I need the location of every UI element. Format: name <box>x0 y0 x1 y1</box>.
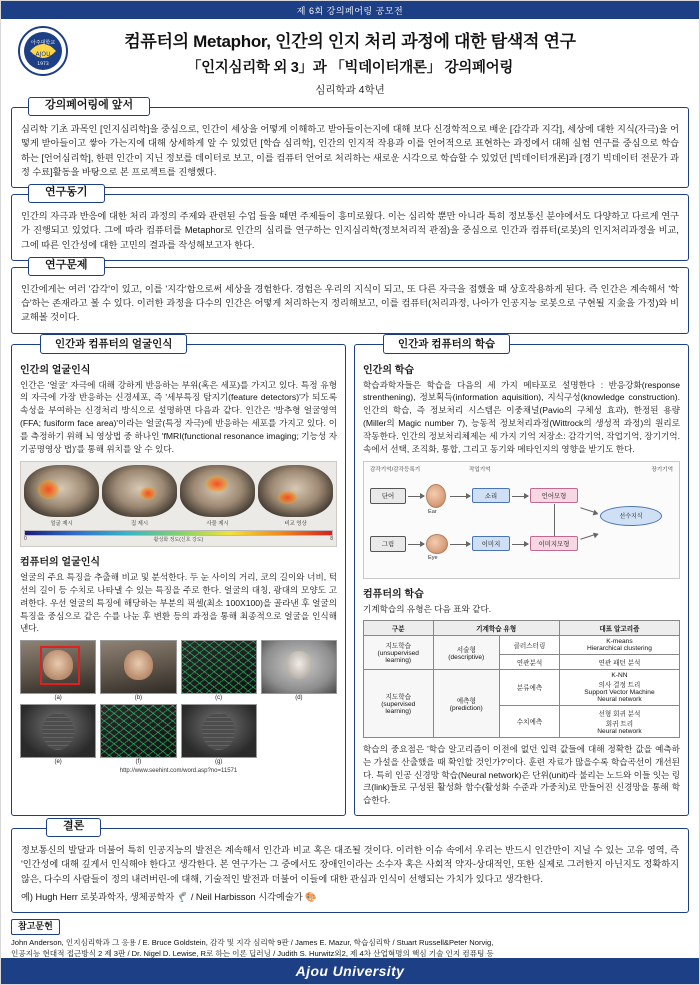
table-cell-subtype: 수치예측 <box>500 705 560 737</box>
section-intro <box>11 99 689 188</box>
fmri-scale-min: 0 <box>24 535 27 542</box>
table-cell-algorithm: 연관 패턴 분석 <box>559 654 679 669</box>
face-figure-cell <box>181 640 257 701</box>
human-face-body: 인간은 '얼굴' 자극에 대해 강하게 반응하는 부위(혹은 세포)를 가지고 있다. 특정 유형의 자극에 가장 반응하는 신경세포, 즉 '세부특징 탐지기(feature detectors)'가 되도록 속성을 부여하는 신경처리 방식으로 설명하면 다음과 같다. 인간은 '방추형 얼굴영역(FFA; fusiform face area)'이라는 얼굴(특정 자극)에 반응하는 세포를 가지고 있다. 이를 측정하기 위해 뇌 영상법 중 하나인 'fMRI(functional resonance imaging; 기능성 자기공명영상 법)'를 통해 위치를 알 수 있다. <box>20 379 337 454</box>
poster-footer <box>1 958 699 984</box>
fmri-figure <box>20 461 337 547</box>
section-question-label: 연구문제 <box>28 257 105 276</box>
fmri-scale-max: 8 <box>330 535 333 542</box>
face-caption: (c) <box>215 695 223 702</box>
table-row <box>364 669 680 705</box>
competition-banner-text: 제 6회 강의페어링 공모전 <box>296 5 404 16</box>
diagram-node-image: 이미지 <box>472 536 510 551</box>
references-line: John Anderson, 인지심리학과 그 응용 / E. Bruce Goldstein, 감각 및 지각 심리학 9판 / James E. Mazur, 학습심리학 / Stuart Russell&Peter Norvig, <box>11 937 494 947</box>
human-learning-body: 학습과학자들은 학습을 다음의 세 가지 메타포로 설명한다 : 반응강화(response strenthening), 정보획득(information aquisition), 지식구성(knowledge construction). 인간의 학습, 즉 정보처리 시스템은 이중채널(Pavio의 구체성 효과), 한정된 용량(Miller의 Magic number 7), 능동적 정보처리과정(Wittrock의 생성적 과정)의 원리로 작동한다. 인간의 정보처리체제는 세 가지 기억 저장소: 감각기억, 작업기억, 장기기억. 속에서 선택, 조직화, 통합, 그리고 동기와 메타인지의 영향을 받기도 한다. <box>363 379 680 454</box>
two-column-area <box>11 337 689 817</box>
brain-scan-image <box>24 465 99 517</box>
diagram-arrow <box>408 544 424 545</box>
diagram-arrow <box>450 496 470 497</box>
computer-face-body: 얼굴의 주요 특징을 추출해 비교 및 분석한다. 두 눈 사이의 거리, 코의 길이와 너비, 턱 선의 길이 등 수치로 나타낼 수 있는 특징을 주로 한다. 얼굴의 대칭, 광대의 모양도 고려한다. 우선 얼굴의 특징에 해당하는 부분의 픽셀(최소 100X100)을 골라낸 후 얼굴의 특징을 중심으로 같은 수를 나눈 후 변환 등의 과정을 통해 최종적으로 얼굴을 인식해낸다. <box>20 571 337 634</box>
diagram-title-working: 작업기억 <box>469 466 491 473</box>
computer-face-heading: 컴퓨터의 얼굴인식 <box>20 556 101 568</box>
fmri-caption: 비교 영상 <box>284 520 307 527</box>
column-face-recognition <box>11 337 346 817</box>
brain-scan-image <box>258 465 333 517</box>
diagram-label-ear: Ear <box>428 508 437 515</box>
references-label: 참고문헌 <box>11 919 60 935</box>
face-caption: (e) <box>54 759 62 766</box>
university-logo-icon <box>17 25 69 77</box>
face-image <box>20 704 96 758</box>
face-image <box>20 640 96 694</box>
face-figure-cell <box>181 704 257 765</box>
face-caption: (f) <box>135 759 142 766</box>
diagram-arrow <box>512 544 528 545</box>
table-col-type: 기계학습 유형 <box>433 620 559 635</box>
human-face-heading: 인간의 얼굴인식 <box>20 364 91 376</box>
table-cell-algorithm: K-means Hierarchical clustering <box>559 635 679 654</box>
diagram-arrow <box>512 496 528 497</box>
machine-learning-table <box>363 620 680 738</box>
table-cell-subtype: 연관분석 <box>500 654 560 669</box>
author-department: 심리학과 4학년 <box>315 84 385 96</box>
ear-icon <box>426 484 446 508</box>
section-motivation-body: 인간의 자극과 반응에 대한 처리 과정의 주제와 관련된 수업 들을 때면 주제들이 흥미로웠다. 이는 심리학 뿐만 아니라 특히 정보통신 분야에서도 다양하고 다르게 연구가 진행되고 있었다. 그에 따라 컴퓨터를 Metaphor로 인간의 심리를 연구하는 인지심리학(정보처리적 관점)을 중심으로 인간과 컴퓨터(로봇)의 인지처리과정을 비교, 그에 따른 인간성에 대한 고민의 결과를 작성해보고자 한다. <box>21 211 679 250</box>
section-intro-label: 강의페어링에 앞서 <box>28 97 150 116</box>
references-block <box>11 919 689 959</box>
diagram-connector <box>554 504 555 536</box>
fmri-captions <box>24 519 333 527</box>
section-conclusion <box>11 820 689 913</box>
face-caption: (d) <box>295 695 303 702</box>
face-image <box>100 704 176 758</box>
diagram-arrow <box>580 533 597 540</box>
table-cell-algorithm: K-NN 의사 결정 트리 Support Vector Machine Neural network <box>559 669 679 705</box>
figure-source-link[interactable]: http://www.seehint.com/word.asp?no=11571 <box>119 768 238 775</box>
table-row <box>364 635 680 654</box>
fmri-colorbar-scale <box>24 536 333 543</box>
face-figure-cell <box>20 640 96 701</box>
table-cell-subtype: 분류예측 <box>500 669 560 705</box>
face-figure-cell <box>100 704 176 765</box>
references-line: 인공지능 현대적 접근방식 2 제 3판 / Dr. Nigel D. Lewise, R로 하는 이론 딥러닝 / Judith S. Hurwitz외2, 제 4차 산업혁명의 핵심 기술 인지 컴퓨팅 등 <box>11 949 494 959</box>
face-caption: (g) <box>214 759 223 766</box>
brain-scan-image <box>102 465 177 517</box>
memory-process-diagram <box>363 461 680 579</box>
brain-scan-image <box>180 465 255 517</box>
computer-learning-heading: 컴퓨터의 학습 <box>363 588 424 600</box>
conclusion-body: 정보통신의 발달과 더불어 특히 인공지능의 발전은 계속해서 인간과 비교 혹은 대조될 것이다. 이러한 이슈 속에서 우리는 반드시 인간만이 지닐 수 있는 고유 영역, 즉 '인간성에 대해 깊게서 인식해야 한다고 생각한다. 본 연구가는 그 중에서도 장애인이라는 소수자 혹은 사회적 약자-상대적인, 또한 실제로 그러한지 아닌지도 정확하지 않은, 다수의 사람들이 정의 내려버린-에 대해, 기술적인 발전과 더불어 이들에 대한 관심과 인식이 선행되는 가치가 있다고 생각한다. <box>21 845 679 884</box>
diagram-arrow <box>408 496 424 497</box>
fmri-image-row <box>24 465 333 517</box>
page-subtitle: 「인지심리학 외 3」과 「빅데이터개론」 강의페어링 <box>186 60 514 76</box>
section-question-body: 인간에게는 여러 '감각'이 있고, 이를 '지각'함으로써 세상을 경험한다. 경험은 우리의 지식이 되고, 또 다른 자극을 접했을 때 상호작용하게 된다. 즉 인간은 계속해서 '학습'하는 존재라고 볼 수 있다. 이러한 과정을 다수의 인간은 어떻게 처리하는지 정리해보고, 이를 컴퓨터(처리과정, 나아가 인공지능 로봇으로 구현될 지金을 가정)와 비교해볼 것이다. <box>21 283 679 323</box>
table-cell-type-descriptive: 서술형 (descriptive) <box>433 635 500 669</box>
table-cell-type-prediction: 예측형 (prediction) <box>433 669 500 737</box>
section-question <box>11 258 689 334</box>
face-caption: (a) <box>54 695 62 702</box>
section-intro-body: 심리학 기초 과목인 [인지심리학]을 중심으로, 인간이 세상을 어떻게 이해하고 받아들이는지에 대해 보다 신경학적으로 배운 [감각과 지각], 세상에 대한 지식(자극)을 어떻게 받아들이고 쌓아 가는지에 대해 상세하게 알 수 있었던 [학습 심리학], 인간의 인지적 작용과 이를 언어적으로 표현하는 과정에서 대해 실험 연구를 중심으로 학습하는 [언어심리학], 한편 인간이 지닌 정보를 데이터로 보고, 이를 컴퓨터 언어로 처리하는 새로운 시각으로 학습할 수 있었던 [빅데이터개론]과 [경기 빅데이터 전문가 과정 수료]활동을 바탕으로 본 프로젝트를 진행했다. <box>21 124 679 177</box>
poster-header <box>1 19 699 101</box>
section-motivation-label: 연구동기 <box>28 184 105 203</box>
diagram-arrow <box>450 544 470 545</box>
diagram-title-sensory: 감각기억/감각등록기 <box>370 466 421 473</box>
face-recognition-figure <box>20 640 337 774</box>
table-col-group: 구분 <box>364 620 434 635</box>
svg-text:아주대학교: 아주대학교 <box>30 40 56 46</box>
diagram-label-eye: Eye <box>428 554 438 561</box>
diagram-node-picture: 그림 <box>370 536 406 552</box>
fmri-caption: 얼굴 제시 <box>50 520 73 527</box>
svg-text:1973: 1973 <box>37 62 49 67</box>
face-image <box>181 704 257 758</box>
diagram-node-verbal-model: 언어모형 <box>530 488 578 503</box>
diagram-node-image-model: 이미지모형 <box>530 536 578 551</box>
face-figure-cell <box>20 704 96 765</box>
diagram-arrow <box>580 507 597 514</box>
column-learning <box>354 337 689 817</box>
fmri-caption: 집 제시 <box>130 520 149 527</box>
svg-text:AJOU: AJOU <box>35 51 51 58</box>
diagram-node-prior-knowledge: 선수지식 <box>600 506 662 526</box>
face-row-top <box>20 640 337 701</box>
diagram-title-longterm: 장기기억 <box>651 466 673 473</box>
column-learning-label: 인간과 컴퓨터의 학습 <box>383 334 510 354</box>
eye-icon <box>426 534 448 554</box>
table-header-row <box>364 620 680 635</box>
human-learning-heading: 인간의 학습 <box>363 364 415 376</box>
table-cell-group-unsupervised: 지도학습 (unsupervised learning) <box>364 635 434 669</box>
fmri-caption: 사물 제시 <box>206 520 229 527</box>
section-motivation <box>11 186 689 261</box>
fmri-scale-caption: 활성화 정도(신호 강도) <box>153 536 204 543</box>
footer-university-name: Ajou University <box>295 963 405 979</box>
face-row-bottom <box>20 704 337 765</box>
computer-learning-body: 기계학습의 유형은 다음 표와 같다. <box>363 603 492 614</box>
table-col-algorithm: 대표 알고리즘 <box>559 620 679 635</box>
section-conclusion-label: 결론 <box>46 818 101 837</box>
column-face-recognition-label: 인간과 컴퓨터의 얼굴인식 <box>40 334 187 354</box>
face-image <box>261 640 337 694</box>
table-cell-algorithm: 선형 회귀 분석 회귀 트리 Neural network <box>559 705 679 737</box>
face-caption: (b) <box>134 695 143 702</box>
face-image <box>181 640 257 694</box>
face-figure-cell <box>261 640 337 701</box>
diagram-node-word: 단어 <box>370 488 406 504</box>
table-cell-group-supervised: 지도학습 (supervised learning) <box>364 669 434 737</box>
competition-banner <box>1 1 699 19</box>
face-figure-cell <box>100 640 176 701</box>
table-cell-subtype: 클러스터링 <box>500 635 560 654</box>
conclusion-examples: 예) Hugh Herr 로봇과학자, 생체공학자 🦿 / Neil Harbisson 시각예술가 🎨 <box>21 891 317 902</box>
face-image <box>100 640 176 694</box>
face-figure-spacer <box>261 704 337 765</box>
page-title: 컴퓨터의 Metaphor, 인간의 인지 처리 과정에 대한 탐색적 연구 <box>124 32 576 51</box>
diagram-node-sound: 소리 <box>472 488 510 503</box>
learning-closing-text: 학습의 중요점은 '학습 알고리즘이 이전에 없던 입력 값들에 대해 정확한 값을 예측하는 가설을 산출했을 때 확인할 것인가?'이다. 훈련 자료가 많을수록 학습곡선이 개선된다. 특히 인공 신경망 학습(Neural network)은 단위(unit)라 불리는 노드와 이들 잇는 링크(link)들로 구성된 활성화 함수(활성화 수준과 가중치)로 만들어진 신경망을 통해 학습한다. <box>363 743 680 806</box>
